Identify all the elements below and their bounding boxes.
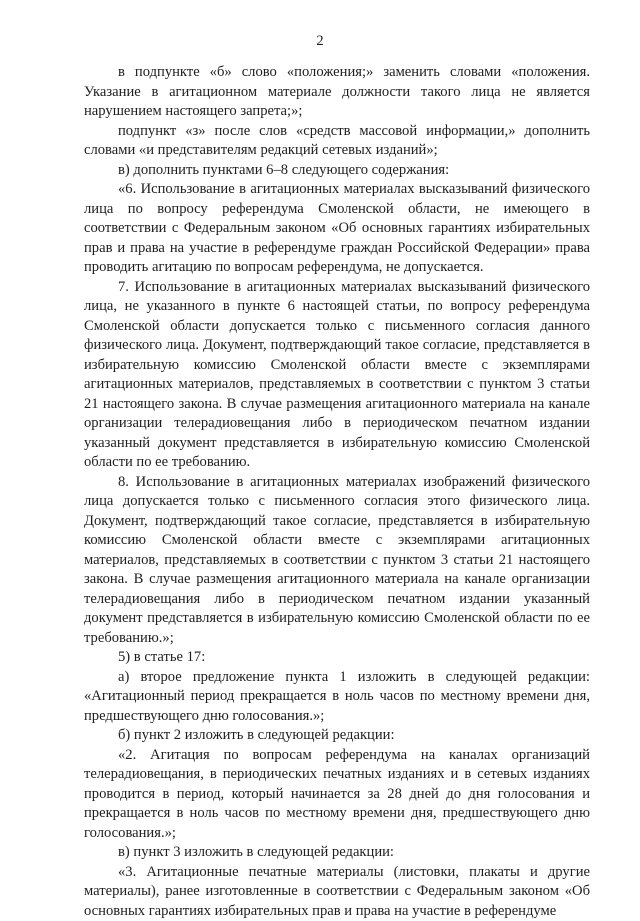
paragraph: а) второе предложение пункта 1 изложить в следующей редакции: «Агитационный период прекращается в ноль часов по местному времени дня, предшествующего дню голосования.»; (84, 668, 590, 727)
paragraph: б) пункт 2 изложить в следующей редакции: (84, 726, 590, 746)
paragraph: подпункт «з» после слов «средств массовой информации,» дополнить словами «и представителям редакций сетевых изданий»; (84, 122, 590, 161)
page-number: 2 (0, 33, 640, 50)
paragraph: в) дополнить пунктами 6–8 следующего содержания: (84, 161, 590, 181)
paragraph: в подпункте «б» слово «положения;» заменить словами «положения. Указание в агитационном материале должности такого лица не является нарушением настоящего запрета;»; (84, 63, 590, 122)
paragraph: в) пункт 3 изложить в следующей редакции: (84, 843, 590, 863)
paragraph: «2. Агитация по вопросам референдума на каналах организаций телерадиовещания, в периодических печатных изданиях и в сетевых изданиях проводится в период, который начинается за 28 дней до дня голосования и прекращается в ноль часов по местному времени дня, предшествующего дню голосования.»; (84, 746, 590, 844)
paragraph: 7. Использование в агитационных материалах высказываний физического лица, не указанного в пункте 6 настоящей статьи, по вопросу референдума Смоленской области допускается только с письменного согласия данного физического лица. Документ, подтверждающий такое согласие, представляется в избирательную комиссию Смоленской области вместе с экземплярами агитационных материалов, представляемых в соответствии с пунктом 3 статьи 21 настоящего закона. В случае размещения агитационного материала на канале организации телерадиовещания либо в периодическом печатном издании указанный документ представляется в избирательную комиссию Смоленской области по ее требованию. (84, 278, 590, 473)
paragraph: 8. Использование в агитационных материалах изображений физического лица допускается только с письменного согласия этого физического лица. Документ, подтверждающий такое согласие, представляется в избирательную комиссию Смоленской области вместе с экземплярами агитационных материалов, представляемых в соответствии с пунктом 3 статьи 21 настоящего закона. В случае размещения агитационного материала на канале организации телерадиовещания либо в периодическом печатном издании указанный документ представляется в избирательную комиссию Смоленской области по ее требованию.»; (84, 473, 590, 649)
document-body (84, 63, 590, 921)
paragraph: «3. Агитационные печатные материалы (листовки, плакаты и другие материалы), ранее изготовленные в соответствии с Федеральным законом «Об основных гарантиях избирательных прав и права на участие в референдуме (84, 863, 590, 921)
paragraph: 5) в статье 17: (84, 648, 590, 668)
paragraph: «6. Использование в агитационных материалах высказываний физического лица по вопросу референдума Смоленской области, не имеющего в соответствии с Федеральным законом «Об основных гарантиях избирательных прав и права на участие в референдуме граждан Российской Федерации» права проводить агитацию по вопросам референдума, не допускается. (84, 180, 590, 278)
